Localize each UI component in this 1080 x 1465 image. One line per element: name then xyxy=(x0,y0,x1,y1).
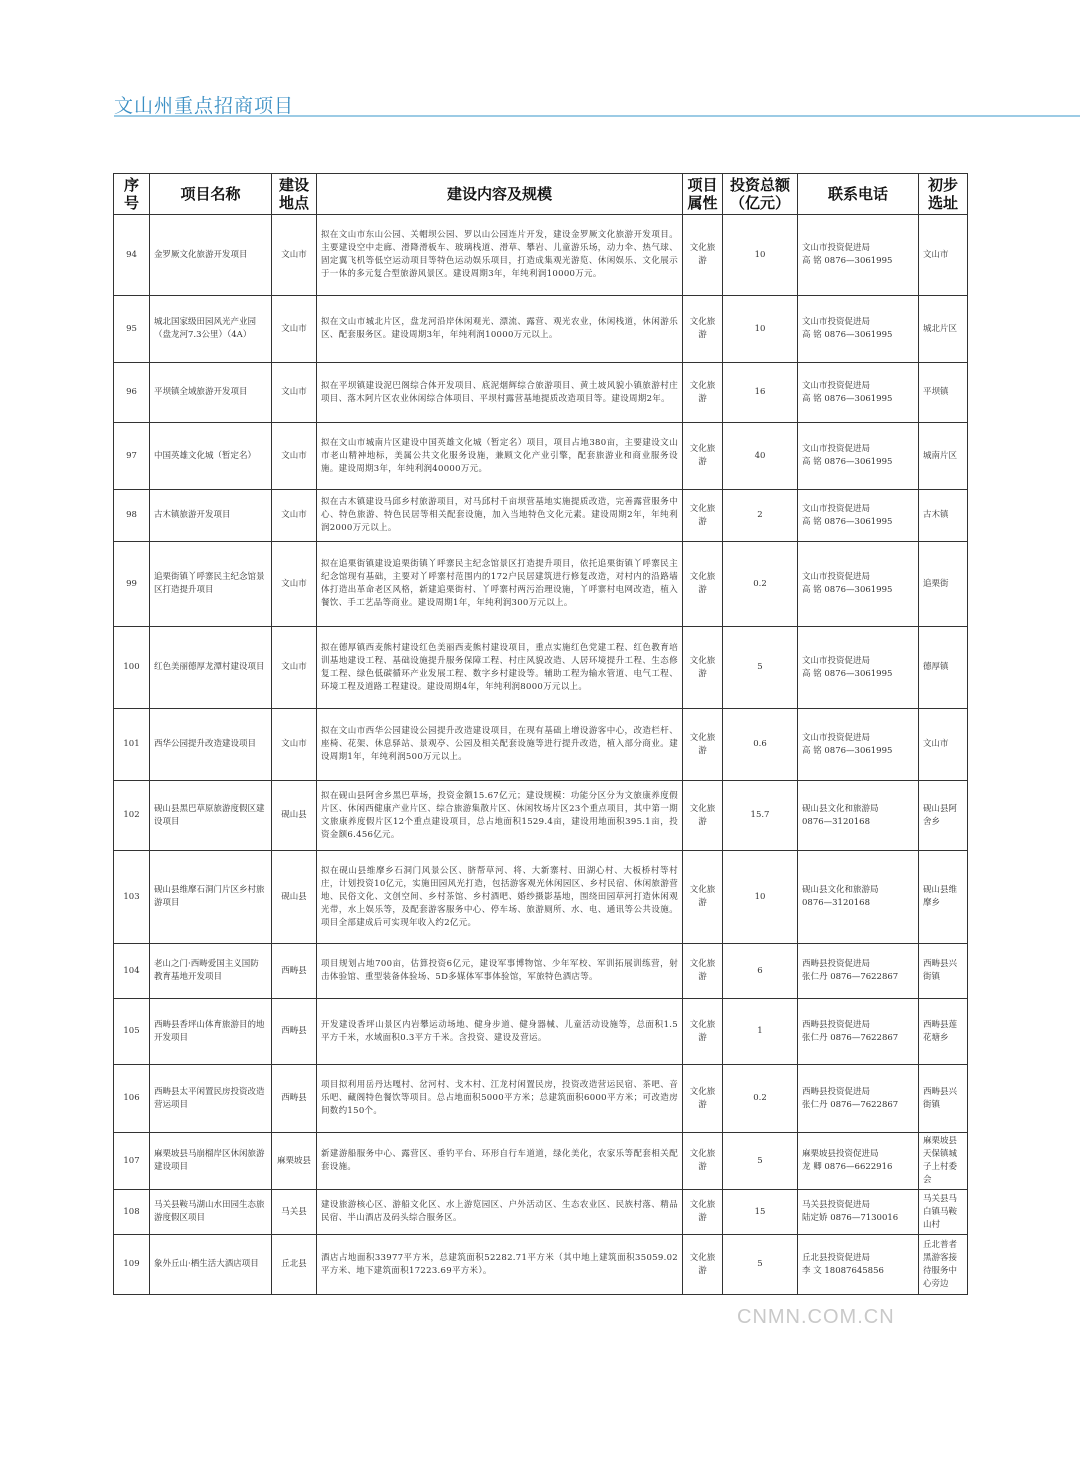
cell-location: 西畴县 xyxy=(272,1065,317,1133)
cell-no: 108 xyxy=(114,1190,150,1235)
cell-site: 文山市 xyxy=(919,215,968,296)
cell-location: 丘北县 xyxy=(272,1235,317,1295)
cell-content: 拟在平坝镇建设泥巴阁综合体开发项目、底泥烟辉综合旅游项目、黄土坡风貌小镇旅游村庄项目、落木阿片区农业休闲综合体项目、平坝村露营基地提质改造项目等。建设周期2年。 xyxy=(317,363,683,423)
cell-phone: 西畴县投资促进局 张仁丹 0876—7622867 xyxy=(798,944,919,999)
cell-site: 城北片区 xyxy=(919,296,968,363)
cell-phone: 砚山县文化和旅游局 0876—3120168 xyxy=(798,851,919,944)
col-header-content: 建设内容及规模 xyxy=(317,174,683,215)
cell-invest: 1 xyxy=(723,999,798,1065)
cell-location: 西畴县 xyxy=(272,944,317,999)
cell-name: 老山之门·西畴爱国主义国防教育基地开发项目 xyxy=(150,944,272,999)
cell-name: 西畴县香坪山体育旅游目的地开发项目 xyxy=(150,999,272,1065)
cell-content: 拟在砚山县阿舍乡黑巴草场，投资金额15.67亿元；建设规模：功能分区分为文旅康养度假片区、休闲西健康产业片区、综合旅游集散片区、休闲牧场片区23个重点项目，其中第一期文旅康养度假片区12个重点建设项目，总占地面积1529.4亩，建设用地面积395.1亩，投资金额6.456亿元。 xyxy=(317,781,683,851)
table-row xyxy=(114,851,968,944)
cell-type: 文化旅游 xyxy=(683,1133,723,1190)
cell-name: 马关县鞍马湖山水田园生态旅游度假区项目 xyxy=(150,1190,272,1235)
cell-invest: 10 xyxy=(723,851,798,944)
table-row xyxy=(114,215,968,296)
cell-invest: 5 xyxy=(723,627,798,709)
cell-site: 麻栗坡县天保镇城子上村委会 xyxy=(919,1133,968,1190)
cell-invest: 5 xyxy=(723,1133,798,1190)
cell-no: 94 xyxy=(114,215,150,296)
cell-site: 追栗街 xyxy=(919,542,968,627)
cell-name: 城北国家级田园风光产业园（盘龙河7.3公里）（4A） xyxy=(150,296,272,363)
cell-type: 文化旅游 xyxy=(683,1190,723,1235)
cell-phone: 麻栗坡县投资促进局 龙 卿 0876—6622916 xyxy=(798,1133,919,1190)
cell-phone: 文山市投资促进局 高 铭 0876—3061995 xyxy=(798,627,919,709)
cell-site: 马关县马白镇马鞍山村 xyxy=(919,1190,968,1235)
cell-type: 文化旅游 xyxy=(683,423,723,490)
cell-type: 文化旅游 xyxy=(683,296,723,363)
cell-invest: 0.6 xyxy=(723,709,798,781)
cell-name: 红色美丽德厚龙潭村建设项目 xyxy=(150,627,272,709)
cell-invest: 0.2 xyxy=(723,542,798,627)
cell-content: 酒店占地面积33977平方米，总建筑面积52282.71平方米（其中地上建筑面积35059.02平方米、地下建筑面积17223.69平方米）。 xyxy=(317,1235,683,1295)
cell-name: 平坝镇全域旅游开发项目 xyxy=(150,363,272,423)
cell-phone: 文山市投资促进局 高 铭 0876—3061995 xyxy=(798,363,919,423)
table-row xyxy=(114,944,968,999)
cell-name: 中国英雄文化城（暂定名） xyxy=(150,423,272,490)
cell-invest: 15.7 xyxy=(723,781,798,851)
cell-no: 96 xyxy=(114,363,150,423)
cell-no: 103 xyxy=(114,851,150,944)
cell-site: 砚山县阿舍乡 xyxy=(919,781,968,851)
col-header-phone: 联系电话 xyxy=(798,174,919,215)
cell-phone: 西畴县投资促进局 张仁丹 0876—7622867 xyxy=(798,999,919,1065)
table-row xyxy=(114,781,968,851)
table-row xyxy=(114,709,968,781)
cell-name: 古木镇旅游开发项目 xyxy=(150,490,272,542)
cell-invest: 10 xyxy=(723,215,798,296)
cell-location: 麻栗坡县 xyxy=(272,1133,317,1190)
cell-phone: 马关县投资促进局 陆定娇 0876—7130016 xyxy=(798,1190,919,1235)
cell-name: 麻栗坡县马崩榴岸区休闲旅游建设项目 xyxy=(150,1133,272,1190)
cell-content: 拟在砚山县维摩乡石洞门风景公区、脐帮草河、将、大新寨村、田湖心村、大板桥村等村庄，计划投资10亿元，实施田园风光打造，包括游客观光休闲园区、乡村民宿、休闲旅游营地、民俗文化、文创空间、乡村茶馆、乡村酒吧、婚纱摄影基地，围绕田园草河打造休闲观光带，水上娱乐等，及配套游客服务中心、停车场、旅游厕所、水、电、通讯等公共设施。项目全部建成后可实现年收入约2亿元。 xyxy=(317,851,683,944)
cell-location: 文山市 xyxy=(272,709,317,781)
header-title: 文山州重点招商项目 xyxy=(114,95,295,117)
cell-no: 109 xyxy=(114,1235,150,1295)
cell-content: 拟在文山市城北片区，盘龙河沿岸休闲观光、漂流、露营、观光农业，休闲栈道，休闲游乐区、配套服务区。建设周期3年，年纯利润10000万元以上。 xyxy=(317,296,683,363)
table-row xyxy=(114,363,968,423)
cell-type: 文化旅游 xyxy=(683,490,723,542)
cell-no: 104 xyxy=(114,944,150,999)
cell-location: 文山市 xyxy=(272,490,317,542)
cell-type: 文化旅游 xyxy=(683,542,723,627)
cell-location: 文山市 xyxy=(272,363,317,423)
header-rule xyxy=(114,115,1080,117)
cell-name: 砚山县黑巴草原旅游度假区建设项目 xyxy=(150,781,272,851)
table-header-row xyxy=(114,174,968,215)
cell-location: 文山市 xyxy=(272,627,317,709)
cell-invest: 40 xyxy=(723,423,798,490)
cell-phone: 文山市投资促进局 高 铭 0876—3061995 xyxy=(798,423,919,490)
cell-no: 102 xyxy=(114,781,150,851)
cell-phone: 砚山县文化和旅游局 0876—3120168 xyxy=(798,781,919,851)
cell-type: 文化旅游 xyxy=(683,781,723,851)
table-row xyxy=(114,1190,968,1235)
cell-type: 文化旅游 xyxy=(683,709,723,781)
cell-location: 马关县 xyxy=(272,1190,317,1235)
cell-content: 拟在文山市东山公园、关帽坝公园、罗以山公园连片开发，建设金罗厥文化旅游开发项目。主要建设空中走廊、滑降滑板车、玻璃栈道、滑草、攀岩、儿童游乐场，动力伞、热气球、固定翼飞机等低空运动项目等特色运动娱乐项目，打造成集观光游览、休闲娱乐、文化展示于一体的多元复合型旅游风景区。建设周期3年，年纯利润10000万元。 xyxy=(317,215,683,296)
cell-content: 拟在古木镇建设马邱乡村旅游项目，对马邱村千亩坝营基地实施提质改造，完善露营服务中心、特色旅游、特色民居等相关配套设施，加入当地特色文化元素。建设周期2年，年纯利润2000万元以上。 xyxy=(317,490,683,542)
cell-no: 106 xyxy=(114,1065,150,1133)
cell-type: 文化旅游 xyxy=(683,363,723,423)
cell-no: 105 xyxy=(114,999,150,1065)
table-row xyxy=(114,999,968,1065)
cell-site: 丘北普者黑游客接待服务中心旁边 xyxy=(919,1235,968,1295)
cell-phone: 文山市投资促进局 高 铭 0876—3061995 xyxy=(798,215,919,296)
cell-site: 平坝镇 xyxy=(919,363,968,423)
cell-invest: 6 xyxy=(723,944,798,999)
cell-invest: 5 xyxy=(723,1235,798,1295)
cell-type: 文化旅游 xyxy=(683,851,723,944)
cell-name: 西畴县太平闲置民房投资改造营运项目 xyxy=(150,1065,272,1133)
cell-content: 建设旅游核心区、游船文化区、水上游览园区、户外活动区、生态农业区、民族村落、精品民宿、半山酒店及码头综合服务区。 xyxy=(317,1190,683,1235)
cell-type: 文化旅游 xyxy=(683,1235,723,1295)
cell-no: 98 xyxy=(114,490,150,542)
cell-location: 文山市 xyxy=(272,296,317,363)
col-header-invest: 投资总额 （亿元） xyxy=(723,174,798,215)
cell-phone: 文山市投资促进局 高 铭 0876—3061995 xyxy=(798,296,919,363)
cell-site: 文山市 xyxy=(919,709,968,781)
cell-phone: 文山市投资促进局 高 铭 0876—3061995 xyxy=(798,542,919,627)
cell-location: 砚山县 xyxy=(272,781,317,851)
table-row xyxy=(114,1065,968,1133)
cell-no: 97 xyxy=(114,423,150,490)
cell-content: 拟在文山市西华公园建设公园提升改造建设项目，在现有基础上增设游客中心，改造栏杆、座椅、花架、休息驿站、景观亭、公园及相关配套设施等进行提升改造，植入部分商业。建设周期1年，年纯利润500万元以上。 xyxy=(317,709,683,781)
cell-site: 西畴县兴街镇 xyxy=(919,1065,968,1133)
col-header-type: 项目 属性 xyxy=(683,174,723,215)
table-row xyxy=(114,1235,968,1295)
cell-location: 文山市 xyxy=(272,215,317,296)
table-row xyxy=(114,542,968,627)
table-row xyxy=(114,296,968,363)
cell-invest: 15 xyxy=(723,1190,798,1235)
cell-content: 拟在追栗街镇建设追栗街镇丫呼寨民主纪念馆景区打造提升项目，依托追栗街镇丫呼寨民主纪念馆现有基础，主要对丫呼寨村范围内的172户民居建筑进行修复改造，对村内的沿路墙体打造出革命老区风格，新建追栗街村、丫呼寨村两污治理设施，丫呼寨村电网改造，植入餐饮、手工艺品等商业。建设周期1年，年纯利润300万元以上。 xyxy=(317,542,683,627)
cell-no: 107 xyxy=(114,1133,150,1190)
cell-invest: 10 xyxy=(723,296,798,363)
cell-content: 拟在文山市城南片区建设中国英雄文化城（暂定名）项目，项目占地380亩，主要建设文山市老山精神地标，美属公共文化服务设施，兼顾文化产业引擎，配套旅游业和商业服务设施。建设周期3年，年纯利润40000万元。 xyxy=(317,423,683,490)
cell-invest: 16 xyxy=(723,363,798,423)
cell-invest: 0.2 xyxy=(723,1065,798,1133)
cell-content: 拟在德厚镇西麦熊村建设红色美丽西麦熊村建设项目，重点实施红色党建工程、红色教育培训基地建设工程、基础设施提升服务保障工程、村庄风貌改造、人居环境提升工程、生态修复工程、绿色低碳循环产业发展工程、数字乡村建设等。辅助工程为输水管道、电气工程、环境工程及道路工程建设。建设周期4年，年纯利润8000万元以上。 xyxy=(317,627,683,709)
cell-name: 象外丘山·栖生活大酒店项目 xyxy=(150,1235,272,1295)
cell-type: 文化旅游 xyxy=(683,944,723,999)
cell-name: 追栗街镇丫呼寨民主纪念馆景区打造提升项目 xyxy=(150,542,272,627)
cell-invest: 2 xyxy=(723,490,798,542)
cell-name: 砚山县维摩石洞门片区乡村旅游项目 xyxy=(150,851,272,944)
cell-type: 文化旅游 xyxy=(683,627,723,709)
cell-phone: 文山市投资促进局 高 铭 0876—3061995 xyxy=(798,709,919,781)
cell-content: 项目规划占地700亩，估算投资6亿元，建设军事博物馆、少年军校、军训拓展训练营，射击体验馆、重型装备体验场、5D多媒体军事体验馆，军旅特色酒店等。 xyxy=(317,944,683,999)
cell-content: 项目拟利用岳丹达嘎村、岔河村、戈木村、江龙村闲置民房，投资改造营运民宿、茶吧、音乐吧、藏阁特色餐饮等项目。总占地面积5000平方米；总建筑面积6000平方米；可改造房间数约150个。 xyxy=(317,1065,683,1133)
cell-content: 开发建设香坪山景区内岩攀运动场地、健身步道、健身器械、儿童活动设施等，总面积1.5平方千米，水域面积0.3平方千米。含投资、建设及营运。 xyxy=(317,999,683,1065)
cell-site: 城南片区 xyxy=(919,423,968,490)
cell-content: 新建游船服务中心、露营区、垂钓平台、环形自行车道道，绿化美化，农家乐等配套相关配套设施。 xyxy=(317,1133,683,1190)
cell-location: 文山市 xyxy=(272,423,317,490)
col-header-name: 项目名称 xyxy=(150,174,272,215)
cell-phone: 文山市投资促进局 高 铭 0876—3061995 xyxy=(798,490,919,542)
table-row xyxy=(114,423,968,490)
cell-site: 西畴县莲花塘乡 xyxy=(919,999,968,1065)
cell-site: 古木镇 xyxy=(919,490,968,542)
cell-phone: 西畴县投资促进局 张仁丹 0876—7622867 xyxy=(798,1065,919,1133)
cell-location: 文山市 xyxy=(272,542,317,627)
cell-type: 文化旅游 xyxy=(683,1065,723,1133)
table-row xyxy=(114,627,968,709)
col-header-location: 建设 地点 xyxy=(272,174,317,215)
table-row xyxy=(114,1133,968,1190)
cell-name: 西华公园提升改造建设项目 xyxy=(150,709,272,781)
cell-no: 99 xyxy=(114,542,150,627)
cell-type: 文化旅游 xyxy=(683,999,723,1065)
cell-location: 西畴县 xyxy=(272,999,317,1065)
project-table xyxy=(113,173,968,1295)
cell-no: 100 xyxy=(114,627,150,709)
cell-site: 德厚镇 xyxy=(919,627,968,709)
watermark: CNMN.COM.CN xyxy=(737,1306,895,1328)
cell-name: 金罗厥文化旅游开发项目 xyxy=(150,215,272,296)
col-header-no: 序号 xyxy=(114,174,150,215)
cell-site: 西畴县兴街镇 xyxy=(919,944,968,999)
cell-phone: 丘北县投资促进局 李 文 18087645856 xyxy=(798,1235,919,1295)
cell-type: 文化旅游 xyxy=(683,215,723,296)
cell-no: 101 xyxy=(114,709,150,781)
cell-location: 砚山县 xyxy=(272,851,317,944)
table-row xyxy=(114,490,968,542)
cell-site: 砚山县维摩乡 xyxy=(919,851,968,944)
col-header-site: 初步 选址 xyxy=(919,174,968,215)
cell-no: 95 xyxy=(114,296,150,363)
